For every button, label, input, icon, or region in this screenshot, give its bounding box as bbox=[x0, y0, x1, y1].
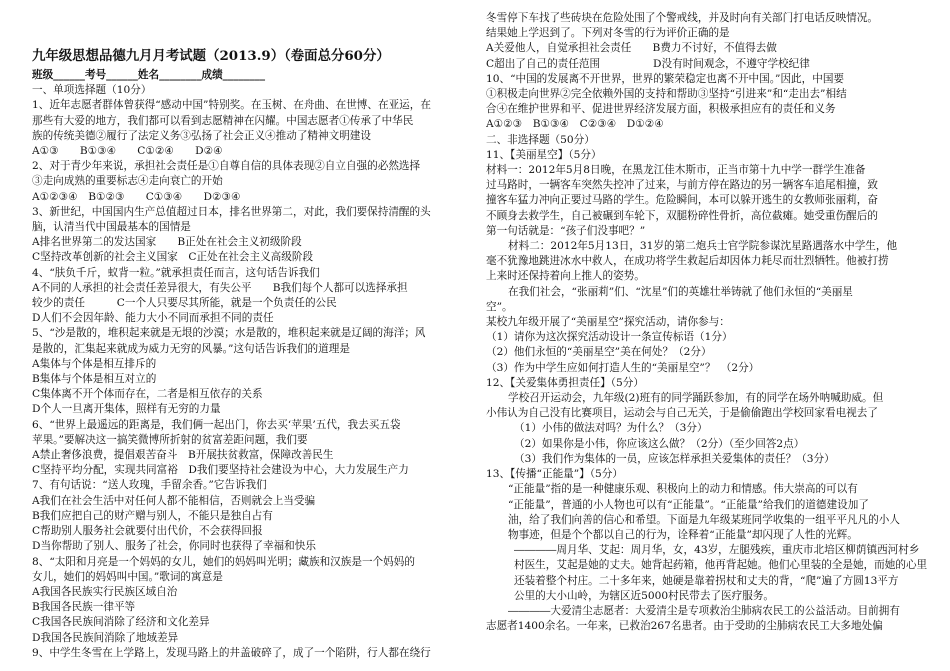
right-column bbox=[486, 11, 932, 634]
left-column-line: 苹果。”要解决这一搞笑微博所折射的贫富差距问题，我们要 bbox=[32, 433, 308, 446]
right-column-line: 材料一：2012年5月8日晚，在黑龙江佳木斯市，正当市第十九中学一群学生准备 bbox=[486, 164, 866, 177]
right-column-line: 还装着整个村庄。二十多年来，她硬是靠着拐杖和丈夫的背，“爬”遍了方圆13平方 bbox=[514, 574, 899, 587]
left-column-line: B我们应把自己的财产赠与别人，不能只是独自占有 bbox=[32, 509, 273, 522]
right-column-line: 材料二：2012年5月13日，31岁的第二炮兵士官学院参谋沈星路遇落水中学生，他 bbox=[508, 240, 898, 253]
left-column-line: A排名世界第二的发达国家 B正处在社会主义初级阶段 bbox=[32, 236, 302, 249]
left-column-line: ③走向成熟的重要标志④走向衰亡的开始 bbox=[32, 175, 223, 188]
left-column-line: A我国各民族实行民族区域自治 bbox=[32, 585, 178, 598]
left-column-line: D当你帮助了别人、服务了社会，你同时也获得了幸福和快乐 bbox=[32, 540, 316, 553]
right-column-line: 毫不犹豫地跳进冰水中救人，在成功将学生救起后却因体力耗尽而壮烈牺牲。他被打捞 bbox=[486, 255, 889, 268]
left-column-lines bbox=[32, 83, 478, 661]
left-column-line: D人们不会因年龄、能力大小不同而承担不同的责任 bbox=[32, 312, 274, 325]
right-column-line: （2）他们永恒的“美丽星空”美在何处？（2分） bbox=[486, 346, 712, 359]
right-column-line: ――――周月华、艾起：周月华，女，43岁，左腿残疾，重庆市北培区柳荫镇西河村乡 bbox=[514, 544, 920, 557]
right-column-line: 在我们社会，“张丽莉”们、“沈星”们的英雄壮举铸就了他们永恒的“美丽星 bbox=[508, 285, 853, 298]
student-info-line: 班级______考号______姓名________成绩________ bbox=[32, 69, 266, 81]
right-column-line: 结果她上学迟到了。下列对冬雪的行为评价正确的是 bbox=[486, 27, 730, 40]
left-column-line: C集体离不开个体而存在，二者是相互依存的关系 bbox=[32, 388, 263, 401]
left-column-line: A我们在社会生活中对任何人都不能相信，否则就会上当受骗 bbox=[32, 494, 316, 507]
right-column-line: “正能量”，普通的小人物也可以有“正能量”。“正能量”给我们的道德建设加了 bbox=[508, 498, 869, 511]
left-column-line: C我国各民族间消除了经济和文化差异 bbox=[32, 616, 210, 629]
right-column-line: 13、【传播“正能量”】（5分） bbox=[486, 468, 623, 481]
left-column-line: A集体与个体是相互排斥的 bbox=[32, 357, 157, 370]
left-column-line: 较少的责任 C一个人只要尽其所能，就是一个负责任的公民 bbox=[32, 297, 337, 310]
right-column-lines bbox=[486, 11, 932, 634]
right-column-line: （1）小伟的做法对吗？为什么？（3分） bbox=[514, 422, 708, 435]
left-column-line: A①③ B①③④ C①②④ D②④ bbox=[32, 145, 223, 158]
right-column-line: 油，给了我们向善的信心和希望。下面是九年级某班同学收集的一组平平凡凡的小人 bbox=[508, 513, 900, 526]
right-column-line: （3）我们作为集体的一员，应该怎样承担关爱集体的责任？（3分） bbox=[514, 452, 835, 465]
left-column-line: A不同的人承担的社会责任差异很大，有失公平 B我们每个人都可以选择承担 bbox=[32, 281, 408, 294]
right-column-line: 公里的大小山岭，为辖区近5000村民带去了医疗服务。 bbox=[514, 589, 775, 602]
right-column-line: ①积极走向世界②完全依赖外国的支持和帮助③坚持“引进来”和“走出去”相结 bbox=[486, 88, 847, 101]
left-column-line: C坚持改革创新的社会主义国家 C正处在社会主义高级阶段 bbox=[32, 251, 314, 264]
left-column-line: D我国各民族间消除了地域差异 bbox=[32, 631, 179, 644]
left-column-line: B集体与个体是相互对立的 bbox=[32, 373, 157, 386]
left-column-line: 8、“太阳和月亮是一个妈妈的女儿，她们的妈妈叫光明；藏族和汉族是一个妈妈的 bbox=[32, 555, 415, 568]
exam-title: 九年级思想品德九月月考试题（2013.9）（卷面总分60分） bbox=[32, 48, 390, 64]
right-column-line: 12、【关爱集体勇担责任】（5分） bbox=[486, 376, 644, 389]
left-column-line: A禁止奢侈浪费，提倡艰苦奋斗 B开展扶贫救富，保障改善民生 bbox=[32, 449, 334, 462]
right-column-line: 11、【美丽星空】（5分） bbox=[486, 148, 602, 161]
left-column bbox=[32, 46, 478, 661]
right-column-line: A①②③ B①③④ C②③④ D①②④ bbox=[486, 118, 664, 131]
right-column-line: C超出了自己的责任范围 D没有时间观念，不遵守学校纪律 bbox=[486, 57, 810, 70]
left-column-line: D个人一旦离开集体，照样有无穷的力量 bbox=[32, 403, 221, 416]
right-column-line: 合④在维护世界和平、促进世界经济发展方面，积极承担应有的责任和义务 bbox=[486, 103, 836, 116]
right-column-line: 村医生，艾起是她的丈夫。她背起药箱，他再背起她。他们心里装的全是她，而她的心里 bbox=[514, 559, 928, 572]
left-column-line: 一、单项选择题（10分） bbox=[32, 84, 152, 97]
right-column-line: 冬雪停下车找了些砖块在危险处围了个警戒线，并及时向有关部门打电话反映情况。 bbox=[486, 12, 878, 24]
right-column-line: ――――大爱清尘志愿者：大爱清尘是专项救治尘肺病农民工的公益活动。目前拥有 bbox=[508, 604, 900, 617]
right-column-line: 空”。 bbox=[486, 300, 513, 313]
left-column-line: B我国各民族一律平等 bbox=[32, 601, 136, 614]
right-column-line: 志愿者1400余名。一年来，已救治267名患者。由于受助的尘肺病农民工大多地处偏 bbox=[486, 620, 883, 633]
right-column-line: 小伟认为自己没有比赛项目，运动会与自己无关，于是偷偷跑出学校回家看电视去了 bbox=[486, 407, 878, 420]
right-column-line: “正能量”指的是一种健康乐观、积极向上的动力和情感。伟大崇高的可以有 bbox=[508, 483, 858, 496]
right-column-line: 二、非选择题（50分） bbox=[486, 133, 595, 146]
left-column-line: 2、对于青少年来说，承担社会责任是①自尊自信的具体表现②自立自强的必然选择 bbox=[32, 160, 421, 173]
right-column-line: A关爱他人，自觉承担社会责任 B费力不讨好，不值得去做 bbox=[486, 42, 777, 55]
right-column-line: 上来时还保持着向上推人的姿势。 bbox=[486, 270, 645, 283]
left-column-line: 脑，认清当代中国最基本的国情是 bbox=[32, 221, 191, 234]
right-column-line: 第一句话就是：“孩子们没事吧？” bbox=[486, 224, 646, 237]
left-column-line: 7、有句话说：“送人玫瑰，手留余香。”它告诉我们 bbox=[32, 479, 267, 492]
left-column-line: 9、中学生冬雪在上学路上，发现马路上的井盖破碎了，成了一个陷阱，行人都在绕行 bbox=[32, 646, 431, 659]
right-column-line: 过马路时，一辆客车突然失控冲了过来，与前方停在路边的另一辆客车追尾相撞，致 bbox=[486, 179, 878, 192]
right-column-line: 物事迹，但是个个都以自己的行为，诠释着“正能量”却闪现了人性的光辉。 bbox=[508, 528, 858, 541]
right-column-line: 某校九年级开展了“美丽星空”探究活动，请你参与： bbox=[486, 316, 730, 329]
left-column-line: 族的传统美德②履行了法定义务③弘扬了社会正义④推动了精神文明建设 bbox=[32, 129, 371, 142]
right-column-line: （2）如果你是小伟，你应该这么做？（2分）（至少回答2点） bbox=[514, 437, 805, 450]
left-column-line: 6、“世界上最遥远的距离是，我们俩一起出门，你去买‘苹果’五代，我去买五袋 bbox=[32, 418, 401, 431]
left-column-line: 女儿，她们的妈妈叫中国。”歌词的寓意是 bbox=[32, 570, 223, 583]
right-column-line: 学校召开运动会，九年级(2)班有的同学踊跃参加，有的同学在场外呐喊助威。但 bbox=[508, 392, 884, 405]
left-column-line: 5、“沙是散的，堆积起来就是无垠的沙漠；水是散的，堆积起来就是辽阔的海洋；风 bbox=[32, 327, 426, 340]
right-column-line: （1）请你为这次探究活动设计一条宣传标语（1分） bbox=[486, 331, 733, 344]
left-column-line: C帮助别人服务社会就要付出代价，不会获得回报 bbox=[32, 525, 263, 538]
right-column-line: 不顾身去救学生，自己被碾到车轮下，双腿粉碎性骨折，高位截瘫。她受重伤醒后的 bbox=[486, 209, 878, 222]
left-column-line: C坚持平均分配，实现共同富裕 D我们要坚持社会建设为中心，大力发展生产力 bbox=[32, 464, 409, 477]
right-column-line: 10、“中国的发展离不开世界，世界的繁荣稳定也离不开中国。”因此，中国要 bbox=[486, 72, 845, 85]
left-column-line: 1、近年志愿者群体曾获得“感动中国”特别奖。在玉树、在舟曲、在世博、在亚运，在 bbox=[32, 99, 431, 112]
left-column-line: A①②③④ B①②③ C①③④ D②③④ bbox=[32, 190, 241, 203]
left-column-line: 那些有大爱的地方，我们都可以看到志愿精神在闪耀。中国志愿者①传承了中华民 bbox=[32, 114, 414, 127]
left-column-line: 是散的，汇集起来就成为威力无穷的风暴。”这句话告诉我们的道理是 bbox=[32, 342, 350, 355]
right-column-line: （3）作为中学生应如何打造人生的“美丽星空”？ （2分） bbox=[486, 361, 760, 374]
left-column-line: 3、新世纪，中国国内生产总值超过日本，排名世界第二，对此，我们要保持清醒的头 bbox=[32, 205, 431, 218]
left-column-line: 4、“肤负千斤，蚁背一粒。”就承担责任而言，这句话告诉我们 bbox=[32, 266, 320, 279]
right-column-line: 撞客车猛力冲向正要过马路的学生。危险瞬间，本可以躲开逃生的女教师张丽莉，奋 bbox=[486, 194, 878, 207]
